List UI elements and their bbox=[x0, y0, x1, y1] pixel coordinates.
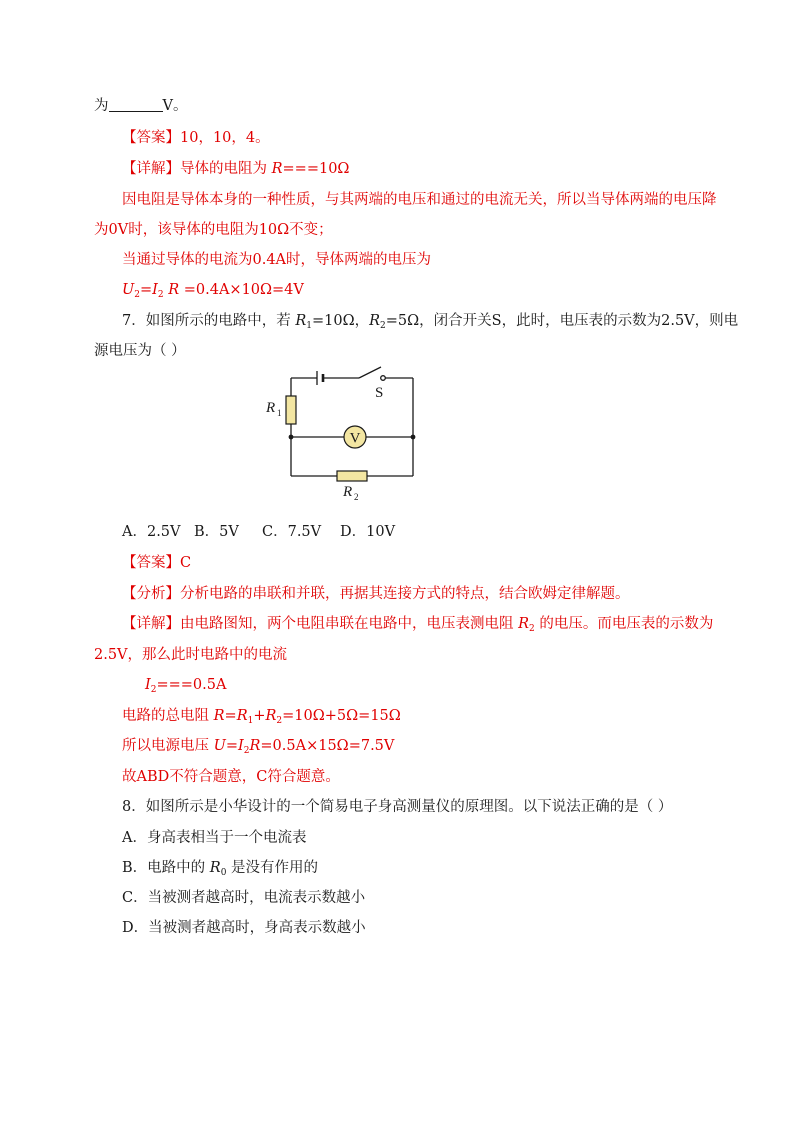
q7-stem-line1: 7．如图所示的电路中，若 $R_1=10\Omega$，$R_2=5\Omega$，闭合开关S，此时，电压表的示数为2.5V，则电 bbox=[122, 313, 739, 331]
q6-answer: 【答案】10，10，4。 bbox=[122, 130, 270, 146]
answer-blank bbox=[109, 96, 163, 112]
q7-detail-line1: 【详解】由电路图知，两个电阻串联在电路中，电压表测电阻 $R_2$ 的电压。而电压表的示数为 bbox=[122, 616, 714, 634]
q8-option-b: B．电路中的 $R_0$ 是没有作用的 bbox=[122, 860, 319, 878]
q7-option-a: A．2.5V bbox=[122, 524, 181, 540]
q7-options bbox=[122, 522, 395, 542]
circuit-diagram bbox=[255, 362, 430, 502]
label-r2-sub: 2 bbox=[354, 492, 359, 502]
resistor-r1 bbox=[286, 396, 296, 424]
q7-detail-line6: 故ABD不符合题意，C符合题意。 bbox=[122, 769, 340, 785]
q7-detail-line5: 所以电源电压 $U=I_2R=0.5A\times 15\Omega=7.5V$ bbox=[122, 738, 395, 756]
q6-tail: 为 V。 bbox=[94, 98, 188, 114]
junction-left bbox=[289, 435, 294, 440]
label-r2: R bbox=[343, 484, 353, 500]
q7-answer: 【答案】C bbox=[122, 555, 192, 571]
label-r1: R bbox=[266, 400, 276, 416]
q8-stem: 8．如图所示是小华设计的一个简易电子身高测量仪的原理图。以下说法正确的是（ ） bbox=[122, 799, 673, 815]
q7-option-d: D．10V bbox=[340, 524, 396, 540]
q6-detail-line1: 【详解】导体的电阻为 R===10Ω bbox=[122, 161, 350, 177]
q6-detail-line5: $U_2=I_2$ R =0.4A×10Ω=4V bbox=[122, 282, 304, 300]
q7-detail-line4: 电路的总电阻 $R=R_1+R_2=10\Omega+5\Omega=15\Omega$ bbox=[122, 708, 401, 726]
q6-detail-line2: 因电阻是导体本身的一种性质，与其两端的电压和通过的电流无关，所以当导体两端的电压降 bbox=[122, 192, 717, 208]
q8-option-c: C．当被测者越高时，电流表示数越小 bbox=[122, 890, 366, 906]
switch-blade bbox=[359, 367, 381, 378]
q6-detail-line3: 为0V时，该导体的电阻为10Ω不变； bbox=[94, 222, 333, 238]
label-switch-s: S bbox=[375, 385, 384, 401]
label-r1-sub: 1 bbox=[277, 408, 282, 418]
q8-option-a: A．身高表相当于一个电流表 bbox=[122, 830, 307, 846]
switch-contact bbox=[381, 376, 386, 381]
resistor-r2 bbox=[337, 471, 367, 481]
voltmeter-label: V bbox=[349, 430, 361, 447]
q7-option-c: C．7.5V bbox=[262, 524, 322, 540]
q8-option-d: D．当被测者越高时，身高表示数越小 bbox=[122, 920, 366, 936]
q7-detail-line2: 2.5V，那么此时电路中的电流 bbox=[94, 647, 288, 663]
q7-stem-line2: 源电压为（ ） bbox=[94, 343, 186, 359]
q7-analysis: 【分析】分析电路的串联和并联，再据其连接方式的特点，结合欧姆定律解题。 bbox=[122, 586, 630, 602]
junction-right bbox=[411, 435, 416, 440]
q7-option-b: B．5V bbox=[194, 524, 239, 540]
q6-detail-line4: 当通过导体的电流为0.4A时，导体两端的电压为 bbox=[122, 252, 432, 268]
q7-detail-line3: $I_2===0.5A$ bbox=[145, 677, 227, 695]
